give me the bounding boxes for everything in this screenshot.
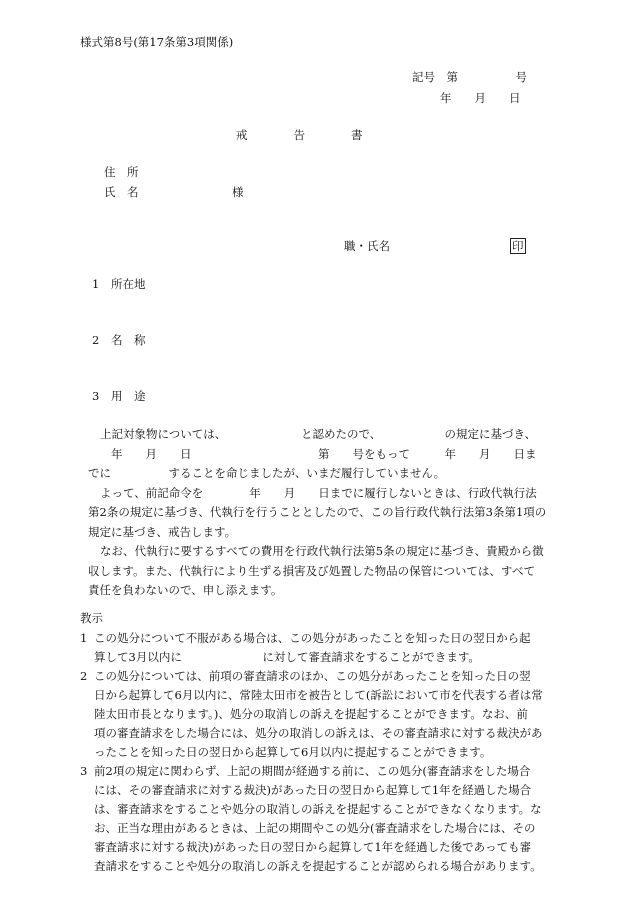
seal-text: 印 [512, 239, 524, 253]
notice-line: ったことを知った日の翌日から起算して6月以内に提起することができます。 [94, 745, 492, 759]
body-line: でに することを命じましたが、いまだ履行していません。 [88, 466, 446, 480]
notice-line: は、審査請求をすることや処分の取消しの訴えを提起することができなくなります。な [94, 802, 542, 816]
body-line: 第2条の規定に基づき、代執行を行うこととしたので、この旨行政代執行法第3条第1項の [88, 505, 547, 519]
item-number: 3 [92, 389, 100, 403]
notice-line: この処分について不服がある場合は、この処分があったことを知った日の翌日から起 [94, 631, 531, 645]
body-line: よって、前記命令を 年 月 日までに履行しないときは、行政代執行法 [100, 485, 537, 500]
body-line: 規定に基づき、戒告します。 [88, 524, 237, 539]
item-label: 所在地 [110, 277, 146, 291]
issue-date: 年 月 日 [440, 91, 521, 105]
notice-heading: 教示 [80, 611, 103, 625]
body-paragraphs [88, 425, 548, 601]
notice-line: お、正当な理由があるときは、上記の期間やこの処分(審査請求をした場合には、その [94, 821, 536, 835]
notice-line: 陸太田市長となります。)、処分の取消しの訴えを提起することができます。なお、前 [94, 707, 528, 721]
notice-line: 審査請求に対する裁決)があった日の翌日から起算して1年を経過した後であっても審 [94, 840, 532, 854]
notice-line: 査請求をすることや処分の取消しの訴えを提起することが認められる場合があります。 [94, 859, 542, 873]
body-line: 上記対象物については、 と認めたので、 の規定に基づき、 [100, 427, 537, 441]
issuer-label: 職・氏名 [344, 239, 390, 253]
notice-item [80, 629, 550, 667]
notice-number: 1 [80, 631, 88, 645]
notice-line: 日から起算して6月以内に、常陸太田市を被告として(訴訟において市を代表する者は常 [94, 688, 543, 702]
document-title: 戒 告 書 [236, 128, 363, 142]
notice-line: 前2項の規定に関わらず、上記の期間が経過する前に、この処分(審査請求をした場合 [94, 764, 531, 778]
body-line: なお、代執行に要するすべての費用を行政代執行法第5条の規定に基づき、貴殿から徴 [100, 544, 544, 558]
notice-line: 算して3月以内に に対して審査請求をすることができます。 [94, 650, 480, 664]
honorific: 様 [232, 185, 244, 199]
item-name [92, 332, 145, 348]
body-line: 年 月 日 第 号をもって 年 月 日ま [88, 446, 537, 461]
item-location [92, 276, 145, 292]
item-number: 1 [92, 277, 100, 291]
notice-line: この処分については、前項の審査請求のほか、この処分があったことを知った日の翌 [94, 669, 531, 683]
reference-number: 記号 第 号 [412, 70, 527, 84]
form-label: 様式第8号(第17条第3項関係) [80, 35, 234, 49]
body-line: 収します。また、代執行により生ずる損害及び処置した物品の保管については、すべて [88, 563, 536, 578]
notice-line: には、その審査請求に対する裁決)があった日の翌日から起算して1年を経過した場合 [94, 783, 532, 797]
item-label: 用 途 [110, 389, 146, 403]
notice-list [80, 629, 550, 876]
body-line: 責任を負わないので、申し添えます。 [88, 583, 283, 597]
item-label: 名 称 [110, 333, 146, 347]
name-label: 氏 名 [104, 185, 139, 199]
seal-mark [510, 238, 526, 254]
notice-number: 2 [80, 669, 88, 683]
notice-item [80, 762, 550, 876]
notice-line: 項の審査請求をした場合には、処分の取消しの訴えは、その審査請求に対する裁決があ [94, 726, 543, 740]
item-usage [92, 388, 145, 404]
address-label: 住 所 [104, 165, 139, 179]
notice-number: 3 [80, 764, 88, 778]
notice-item [80, 667, 550, 762]
item-number: 2 [92, 333, 100, 347]
